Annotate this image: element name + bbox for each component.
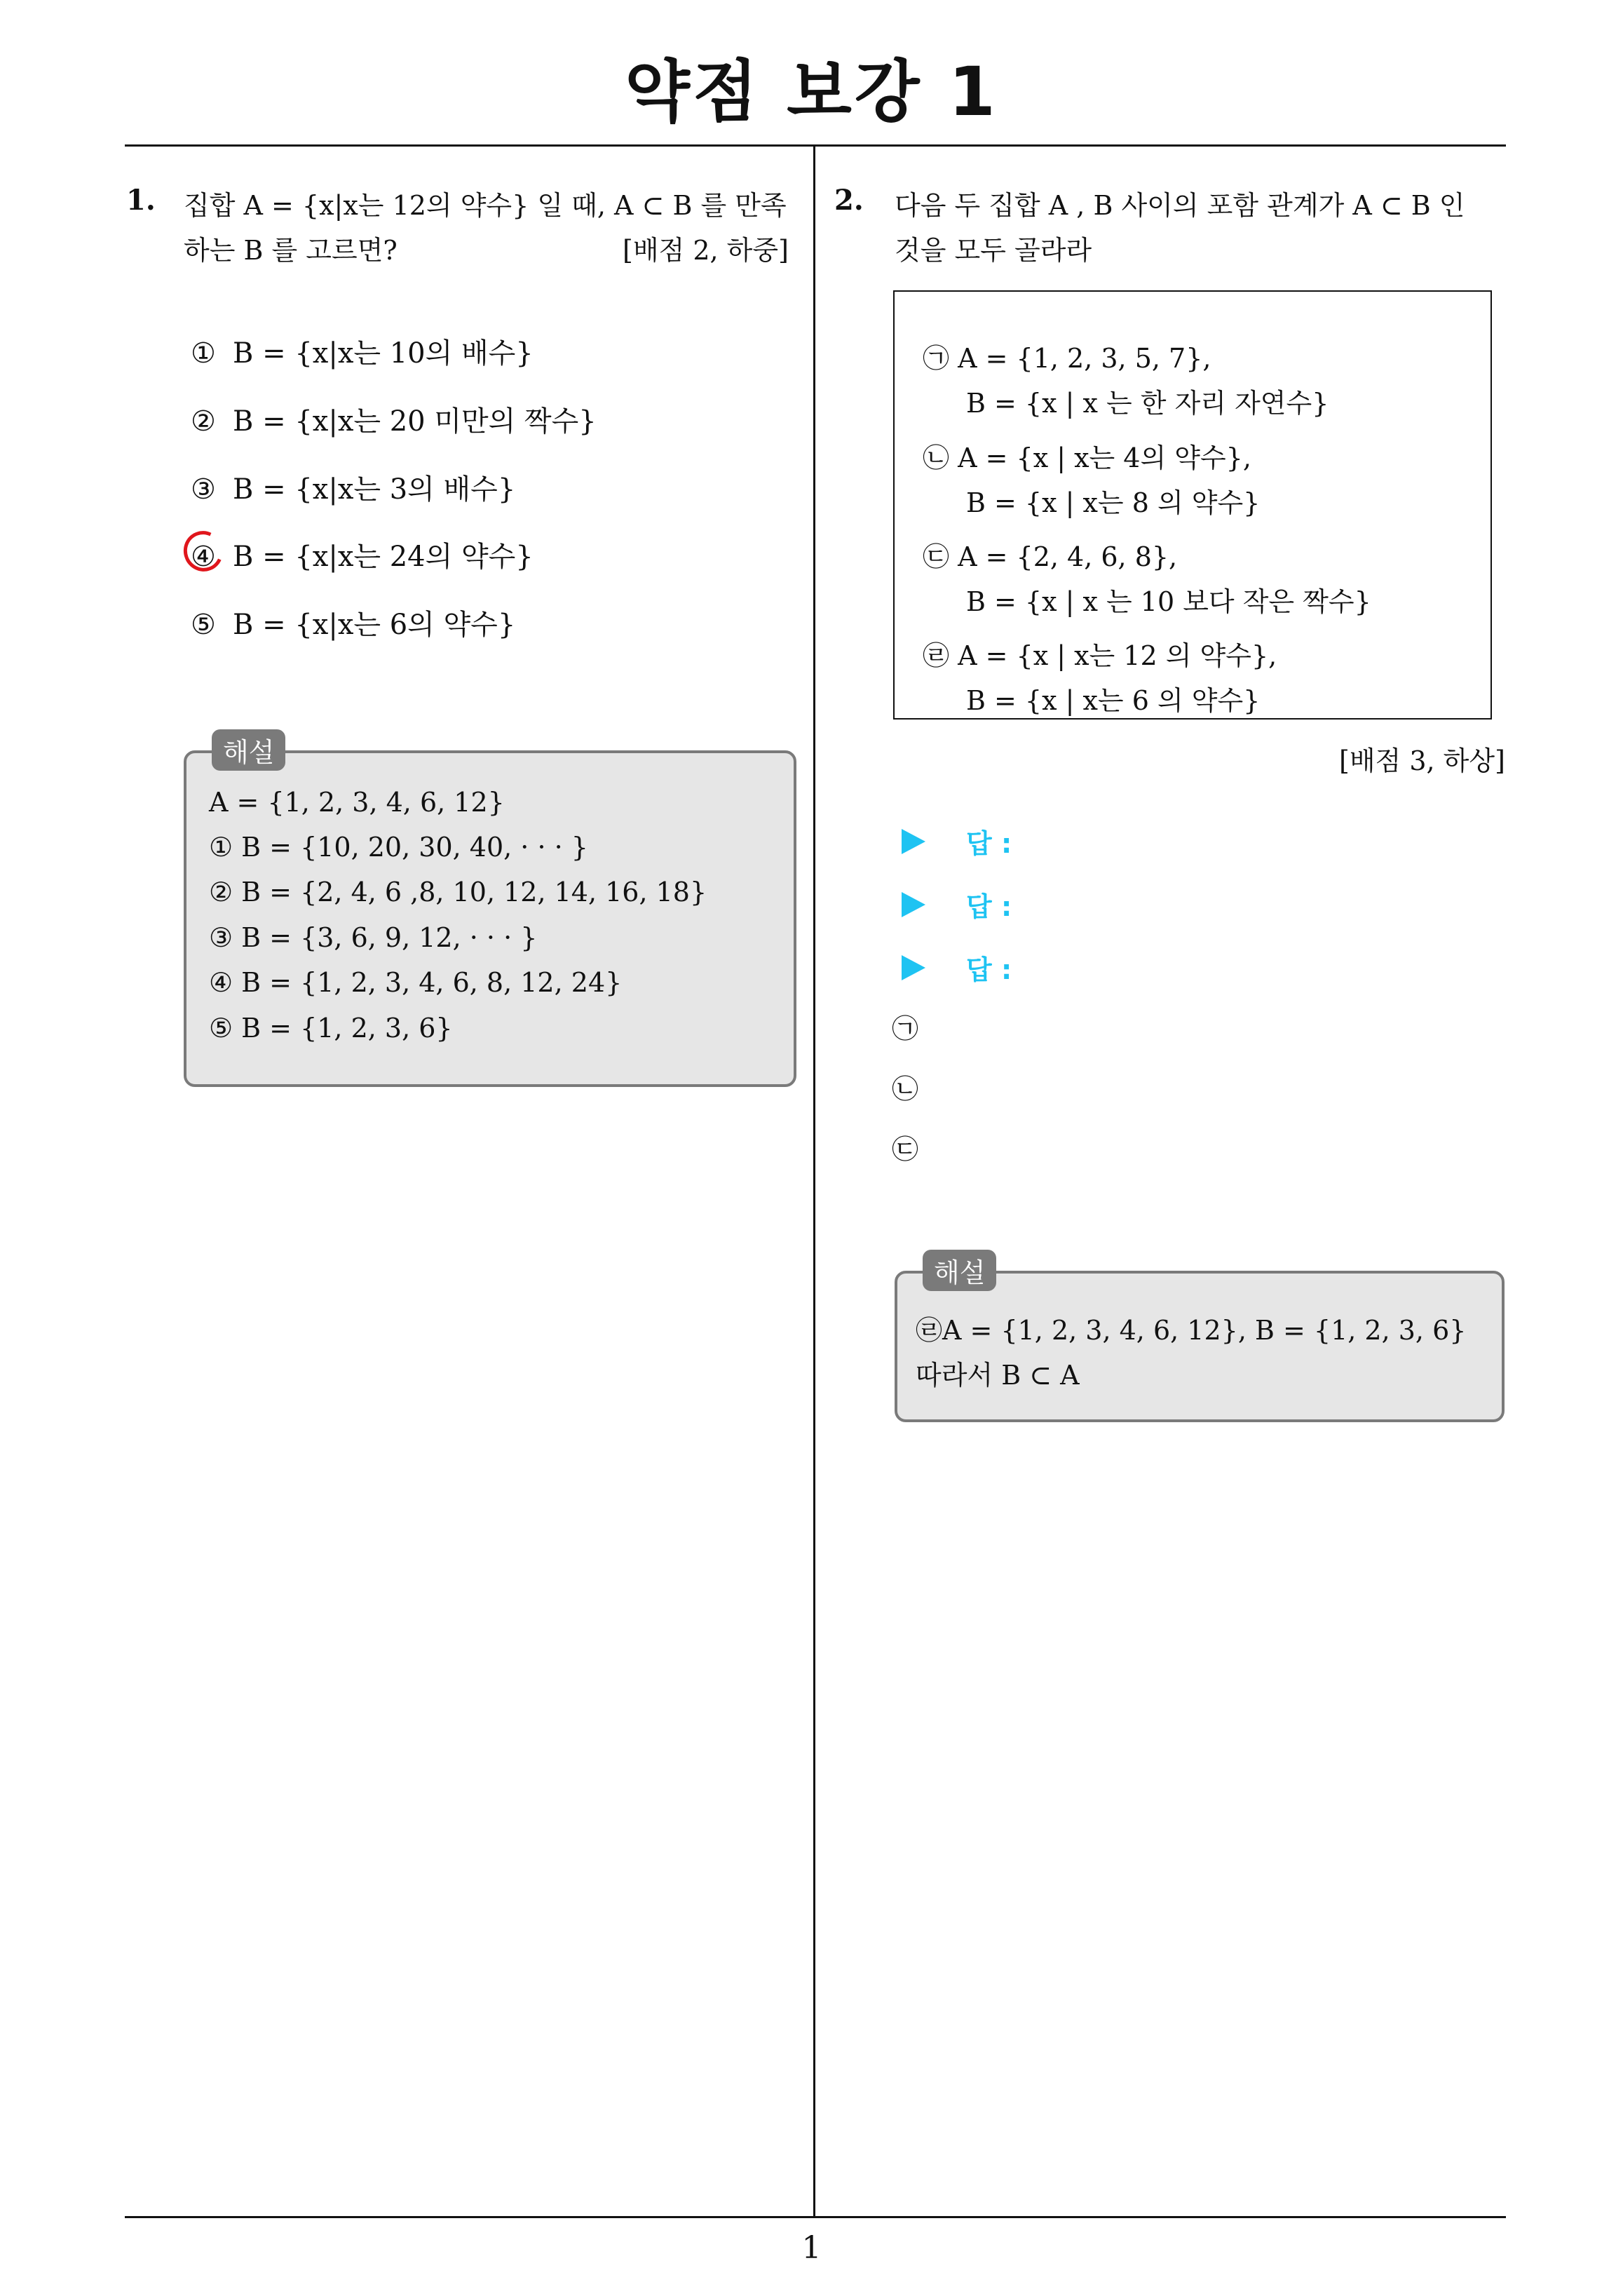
question-1-score: [배점 2, 하중] xyxy=(623,235,789,266)
question-1-option-1[interactable] xyxy=(191,331,534,371)
question-1-option-5[interactable] xyxy=(191,602,515,642)
answer-input-1[interactable] xyxy=(902,822,1012,860)
question-2-text-line-1: 다음 두 집합 A , B 사이의 포함 관계가 A ⊂ B 인 xyxy=(895,190,1465,221)
option-mark: ⑤ xyxy=(191,609,216,641)
play-arrow-icon xyxy=(902,892,925,917)
option-text: B = {x|x는 10의 배수} xyxy=(233,337,534,370)
condition-line: ㉢ A = {2, 4, 6, 8}, xyxy=(923,541,1178,572)
question-2-explanation-tab: 해설 xyxy=(923,1250,996,1291)
option-mark: ① xyxy=(191,337,216,370)
blank-choice-label: ㉡ xyxy=(892,1074,919,1105)
header-rule xyxy=(125,144,1506,147)
question-2-number: 2. xyxy=(834,184,864,217)
condition-line: B = {x | x 는 한 자리 자연수} xyxy=(966,388,1329,419)
option-text: B = {x|x는 3의 배수} xyxy=(233,473,516,506)
question-2-text-line-2: 것을 모두 골라라 xyxy=(895,235,1092,266)
question-1-option-3[interactable] xyxy=(191,467,515,507)
condition-line: B = {x | x는 8 의 약수} xyxy=(966,487,1261,518)
option-mark: ② xyxy=(191,405,216,438)
question-2-score: [배점 3, 하상] xyxy=(1339,745,1505,776)
option-text: B = {x|x는 24의 약수} xyxy=(233,541,534,573)
explanation-line: ㉣A = {1, 2, 3, 4, 6, 12}, B = {1, 2, 3, 6} xyxy=(916,1315,1467,1346)
condition-line: ㉡ A = {x | x는 4의 약수}, xyxy=(923,443,1251,473)
condition-line: B = {x | x는 6 의 약수} xyxy=(966,685,1261,716)
question-1-text-line-2: 하는 B 를 고르면? xyxy=(184,235,398,266)
explanation-line: A = {1, 2, 3, 4, 6, 12} xyxy=(209,787,505,818)
answer-label: 답 : xyxy=(966,891,1012,922)
page-number: 1 xyxy=(801,2230,822,2266)
play-arrow-icon xyxy=(902,829,925,854)
option-text: B = {x|x는 6의 약수} xyxy=(233,609,516,641)
option-text: B = {x|x는 20 미만의 짝수} xyxy=(233,405,597,438)
question-1-option-2[interactable] xyxy=(191,399,597,439)
explanation-line: ② B = {2, 4, 6 ,8, 10, 12, 14, 16, 18} xyxy=(209,877,707,907)
question-1-number: 1. xyxy=(126,184,156,217)
option-mark: ④ xyxy=(191,541,216,573)
question-1-explanation-tab: 해설 xyxy=(212,729,285,771)
page-title: 약점 보강 1 xyxy=(625,53,998,131)
explanation-line: ④ B = {1, 2, 3, 4, 6, 8, 12, 24} xyxy=(209,967,623,998)
explanation-line: ③ B = {3, 6, 9, 12, · · · } xyxy=(209,922,538,953)
answer-label: 답 : xyxy=(966,954,1012,985)
explanation-line: 따라서 B ⊂ A xyxy=(916,1360,1080,1391)
column-divider xyxy=(813,146,815,2217)
answer-input-3[interactable] xyxy=(902,948,1012,987)
option-mark: ③ xyxy=(191,473,216,506)
condition-line: B = {x | x 는 10 보다 작은 짝수} xyxy=(966,586,1371,617)
footer-rule xyxy=(125,2216,1506,2218)
question-1-text-line-1: 집합 A = {x|x는 12의 약수} 일 때, A ⊂ B 를 만족 xyxy=(184,190,787,221)
condition-line: ㉣ A = {x | x는 12 의 약수}, xyxy=(923,640,1277,671)
explanation-line: ⑤ B = {1, 2, 3, 6} xyxy=(209,1013,453,1044)
play-arrow-icon xyxy=(902,955,925,980)
blank-choice-label: ㉠ xyxy=(892,1013,919,1044)
condition-line: ㉠ A = {1, 2, 3, 5, 7}, xyxy=(923,343,1211,374)
answer-input-2[interactable] xyxy=(902,885,1012,924)
explanation-line: ① B = {10, 20, 30, 40, · · · } xyxy=(209,832,588,863)
answer-label: 답 : xyxy=(966,828,1012,859)
question-1-option-4[interactable] xyxy=(191,534,534,574)
blank-choice-label: ㉢ xyxy=(892,1134,919,1165)
